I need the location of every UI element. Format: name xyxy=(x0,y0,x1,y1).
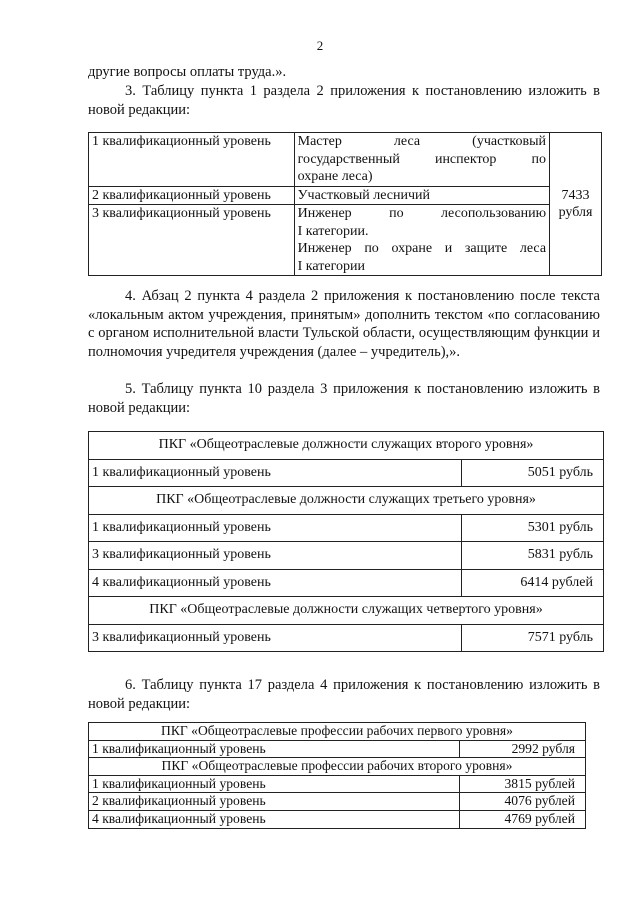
salary-cell: 2992 рубля xyxy=(460,740,586,758)
salary-cell: 5051 рубль xyxy=(462,459,604,487)
table-employee-positions xyxy=(88,431,604,652)
group-header-row xyxy=(89,758,586,776)
group-header-row xyxy=(89,487,604,515)
paragraph-3: 3. Таблицу пункта 1 раздела 2 приложения к постановлению изложить в новой редакции: xyxy=(88,83,600,118)
table-row xyxy=(89,133,602,187)
level-cell: 4 квалификационный уровень xyxy=(89,569,462,597)
table-row xyxy=(89,459,604,487)
salary-cell: 6414 рублей xyxy=(462,569,604,597)
group-header-row xyxy=(89,432,604,460)
table-row xyxy=(89,569,604,597)
salary-cell: 5301 рубль xyxy=(462,514,604,542)
position-cell: Инженер по лесопользованию I категории. Инженер по охране и защите леса I категории xyxy=(294,205,549,276)
paragraph-4: 4. Абзац 2 пункта 4 раздела 2 приложения к постановлению после текста «локальным актом учреждения, принятым» дополнить текстом «по согласованию с органом исполнительной власти Тульской области, осуществляющим функции и полномочия учредителя учреждения (далее – учредитель),». xyxy=(88,288,600,360)
paragraph-6: 6. Таблицу пункта 17 раздела 4 приложения к постановлению изложить в новой редакции: xyxy=(88,677,600,712)
page-number: 2 xyxy=(316,38,324,53)
table-row xyxy=(89,542,604,570)
table-row xyxy=(89,740,586,758)
salary-amount: 7433 xyxy=(561,187,590,203)
group-header-row xyxy=(89,723,586,741)
salary-cell: 7571 рубль xyxy=(462,624,604,652)
table-row xyxy=(89,793,586,811)
table-row xyxy=(89,775,586,793)
group-header-row xyxy=(89,597,604,625)
level-cell: 1 квалификационный уровень xyxy=(89,133,295,187)
level-cell: 4 квалификационный уровень xyxy=(89,810,460,828)
salary-cell: 4076 рублей xyxy=(460,793,586,811)
table-row xyxy=(89,624,604,652)
table-row xyxy=(89,205,602,276)
group-header: ПКГ «Общеотраслевые должности служащих третьего уровня» xyxy=(89,487,604,515)
level-cell: 1 квалификационный уровень xyxy=(89,514,462,542)
salary-cell: 5831 рубль xyxy=(462,542,604,570)
group-header: ПКГ «Общеотраслевые должности служащих четвертого уровня» xyxy=(89,597,604,625)
table-forestry-levels xyxy=(88,132,602,276)
group-header: ПКГ «Общеотраслевые профессии рабочих первого уровня» xyxy=(89,723,586,741)
salary-cell xyxy=(550,133,602,276)
level-cell: 2 квалификационный уровень xyxy=(89,793,460,811)
level-cell: 1 квалификационный уровень xyxy=(89,740,460,758)
level-cell: 3 квалификационный уровень xyxy=(89,205,295,276)
salary-cell: 4769 рублей xyxy=(460,810,586,828)
group-header: ПКГ «Общеотраслевые должности служащих второго уровня» xyxy=(89,432,604,460)
table-row xyxy=(89,810,586,828)
table-row xyxy=(89,186,602,205)
level-cell: 3 квалификационный уровень xyxy=(89,624,462,652)
paragraph-5: 5. Таблицу пункта 10 раздела 3 приложения к постановлению изложить в новой редакции: xyxy=(88,381,600,416)
level-cell: 3 квалификационный уровень xyxy=(89,542,462,570)
paragraph-continuation: другие вопросы оплаты труда.». xyxy=(88,64,287,80)
table-row xyxy=(89,514,604,542)
level-cell: 2 квалификационный уровень xyxy=(89,186,295,205)
level-cell: 1 квалификационный уровень xyxy=(89,459,462,487)
table-worker-professions xyxy=(88,722,586,829)
level-cell: 1 квалификационный уровень xyxy=(89,775,460,793)
position-cell: Участковый лесничий xyxy=(294,186,549,205)
salary-cell: 3815 рублей xyxy=(460,775,586,793)
position-cell: Мастер леса (участковый государственный инспектор по охране леса) xyxy=(294,133,549,187)
salary-unit: рубля xyxy=(558,205,593,220)
group-header: ПКГ «Общеотраслевые профессии рабочих второго уровня» xyxy=(89,758,586,776)
